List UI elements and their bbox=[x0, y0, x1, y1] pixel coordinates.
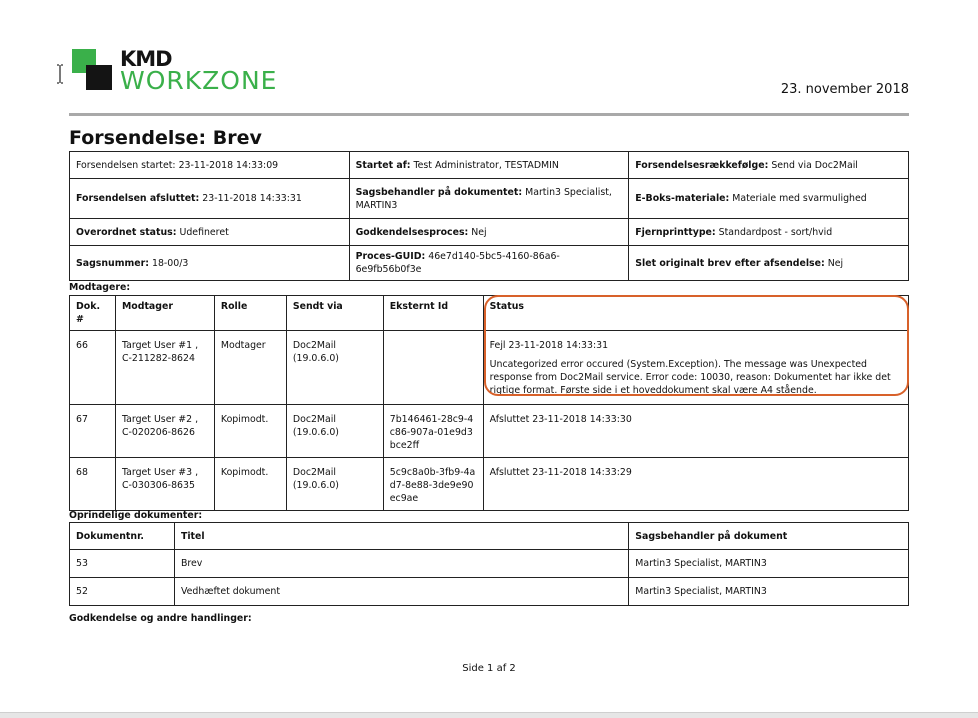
table-row bbox=[70, 331, 909, 405]
cell-rolle: Modtager bbox=[214, 331, 286, 405]
table-row bbox=[70, 458, 909, 511]
info-value: 46e7d140-5bc5-4160-86a6-6e9fb56b0f3e bbox=[355, 251, 560, 275]
cell-eksternt-id: 5c9c8a0b-3fb9-4ad7-8e88-3de9e90ec9ae bbox=[383, 458, 483, 511]
cell-titel: Vedhæftet dokument bbox=[174, 578, 628, 606]
info-value: Materiale med svarmulighed bbox=[732, 193, 867, 204]
cell-dokumentnr: 52 bbox=[70, 578, 175, 606]
info-value: Standardpost - sort/hvid bbox=[718, 226, 833, 238]
info-cell bbox=[70, 179, 350, 219]
info-cell bbox=[629, 179, 909, 219]
info-value: 18-00/3 bbox=[151, 257, 189, 269]
cell-rolle: Kopimodt. bbox=[214, 405, 286, 458]
info-value: Martin3 Specialist, MARTIN3 bbox=[355, 186, 612, 211]
info-label: Sagsnummer: bbox=[76, 257, 149, 269]
cell-eksternt-id: 7b146461-28c9-4c86-907a-01e9d3bce2ff bbox=[383, 405, 483, 458]
cell-modtager: Target User #2 , C-020206-8626 bbox=[115, 405, 214, 458]
cell-dok: 66 bbox=[70, 331, 116, 405]
cell-titel: Brev bbox=[174, 550, 628, 578]
document-date: 23. november 2018 bbox=[780, 82, 909, 97]
column-header: Dokumentnr. bbox=[70, 523, 175, 550]
info-cell bbox=[349, 219, 629, 246]
info-label: Sagsbehandler på dokumentet: bbox=[355, 186, 523, 198]
page-title: Forsendelse: Brev bbox=[69, 127, 262, 149]
original-documents-header-row bbox=[70, 523, 909, 550]
cell-modtager: Target User #1 , C-211282-8624 bbox=[115, 331, 214, 405]
info-label: Slet originalt brev efter afsendelse: bbox=[635, 257, 825, 269]
recipients-table bbox=[69, 295, 909, 511]
info-row bbox=[70, 179, 909, 219]
approval-section-label: Godkendelse og andre handlinger: bbox=[69, 613, 252, 624]
column-header: Dok. # bbox=[70, 296, 116, 331]
info-cell bbox=[70, 219, 350, 246]
info-cell bbox=[349, 179, 629, 219]
status-error-message: Uncategorized error occured (System.Exception). The message was Unexpected response from Doc2Mail service. Error code: 10030, reason: Dokumentet har ikke det rigtige format. Første side i et hoveddokument skal være A4 stående. bbox=[489, 359, 891, 396]
column-header: Rolle bbox=[214, 296, 286, 331]
info-cell bbox=[349, 152, 629, 179]
original-documents-table bbox=[69, 522, 909, 606]
cell-rolle: Kopimodt. bbox=[214, 458, 286, 511]
info-label: Fjernprinttype: bbox=[635, 226, 716, 238]
info-value: 23-11-2018 14:33:09 bbox=[178, 159, 279, 171]
info-label: Overordnet status: bbox=[76, 226, 177, 238]
column-header: Sagsbehandler på dokument bbox=[629, 523, 909, 550]
info-cell bbox=[629, 219, 909, 246]
cell-sendt-via: Doc2Mail (19.0.6.0) bbox=[286, 458, 383, 511]
header-divider bbox=[69, 113, 909, 116]
table-row bbox=[70, 578, 909, 606]
info-value: Nej bbox=[471, 226, 487, 238]
cell-dok: 67 bbox=[70, 405, 116, 458]
cell-sendt-via: Doc2Mail (19.0.6.0) bbox=[286, 331, 383, 405]
info-label: Forsendelsesrækkefølge: bbox=[635, 159, 769, 171]
info-cell bbox=[349, 246, 629, 281]
info-cell bbox=[629, 246, 909, 281]
info-cell bbox=[70, 246, 350, 281]
column-header: Sendt via bbox=[286, 296, 383, 331]
cell-dok: 68 bbox=[70, 458, 116, 511]
info-label: Godkendelsesproces: bbox=[355, 226, 469, 238]
shipment-info-table bbox=[69, 151, 909, 281]
table-row bbox=[70, 405, 909, 458]
cell-sendt-via: Doc2Mail (19.0.6.0) bbox=[286, 405, 383, 458]
original-documents-section-label: Oprindelige dokumenter: bbox=[69, 510, 203, 521]
status-error-line: Fejl 23-11-2018 14:33:31 bbox=[489, 340, 609, 351]
info-label: E-Boks-materiale: bbox=[635, 193, 730, 204]
logo-kmd-text: KMD bbox=[120, 47, 172, 71]
column-header: Eksternt Id bbox=[383, 296, 483, 331]
text-cursor-icon bbox=[55, 64, 65, 84]
column-header: Modtager bbox=[115, 296, 214, 331]
cell-status: Afsluttet 23-11-2018 14:33:30 bbox=[483, 405, 908, 458]
column-header: Titel bbox=[174, 523, 628, 550]
info-value: Nej bbox=[827, 257, 844, 269]
cell-status: Afsluttet 23-11-2018 14:33:29 bbox=[483, 458, 908, 511]
page-number: Side 1 af 2 bbox=[462, 663, 516, 674]
page-bottom-edge bbox=[0, 712, 978, 718]
info-cell bbox=[629, 152, 909, 179]
logo-workzone-text: WORKZONE bbox=[120, 66, 278, 95]
info-row bbox=[70, 246, 909, 281]
info-label: Proces-GUID: bbox=[355, 251, 426, 262]
info-value: Test Administrator, TESTADMIN bbox=[413, 159, 559, 171]
info-value: Send via Doc2Mail bbox=[771, 159, 858, 171]
cell-sagsbehandler: Martin3 Specialist, MARTIN3 bbox=[629, 550, 909, 578]
cell-dokumentnr: 53 bbox=[70, 550, 175, 578]
info-label: Startet af: bbox=[355, 159, 411, 171]
cell-eksternt-id bbox=[383, 331, 483, 405]
info-row bbox=[70, 152, 909, 179]
column-header: Status bbox=[483, 296, 908, 331]
cell-modtager: Target User #3 , C-030306-8635 bbox=[115, 458, 214, 511]
recipients-header-row bbox=[70, 296, 909, 331]
table-row bbox=[70, 550, 909, 578]
info-cell bbox=[70, 152, 350, 179]
recipients-section-label: Modtagere: bbox=[69, 282, 131, 293]
kmd-workzone-logo bbox=[72, 49, 302, 95]
info-label: Forsendelsen afsluttet: bbox=[76, 193, 200, 204]
info-value: Udefineret bbox=[179, 226, 229, 238]
info-value: 23-11-2018 14:33:31 bbox=[202, 193, 302, 204]
cell-status bbox=[483, 331, 908, 405]
info-row bbox=[70, 219, 909, 246]
cell-sagsbehandler: Martin3 Specialist, MARTIN3 bbox=[629, 578, 909, 606]
info-label: Forsendelsen startet: bbox=[76, 159, 176, 171]
logo-black-square bbox=[86, 65, 112, 90]
